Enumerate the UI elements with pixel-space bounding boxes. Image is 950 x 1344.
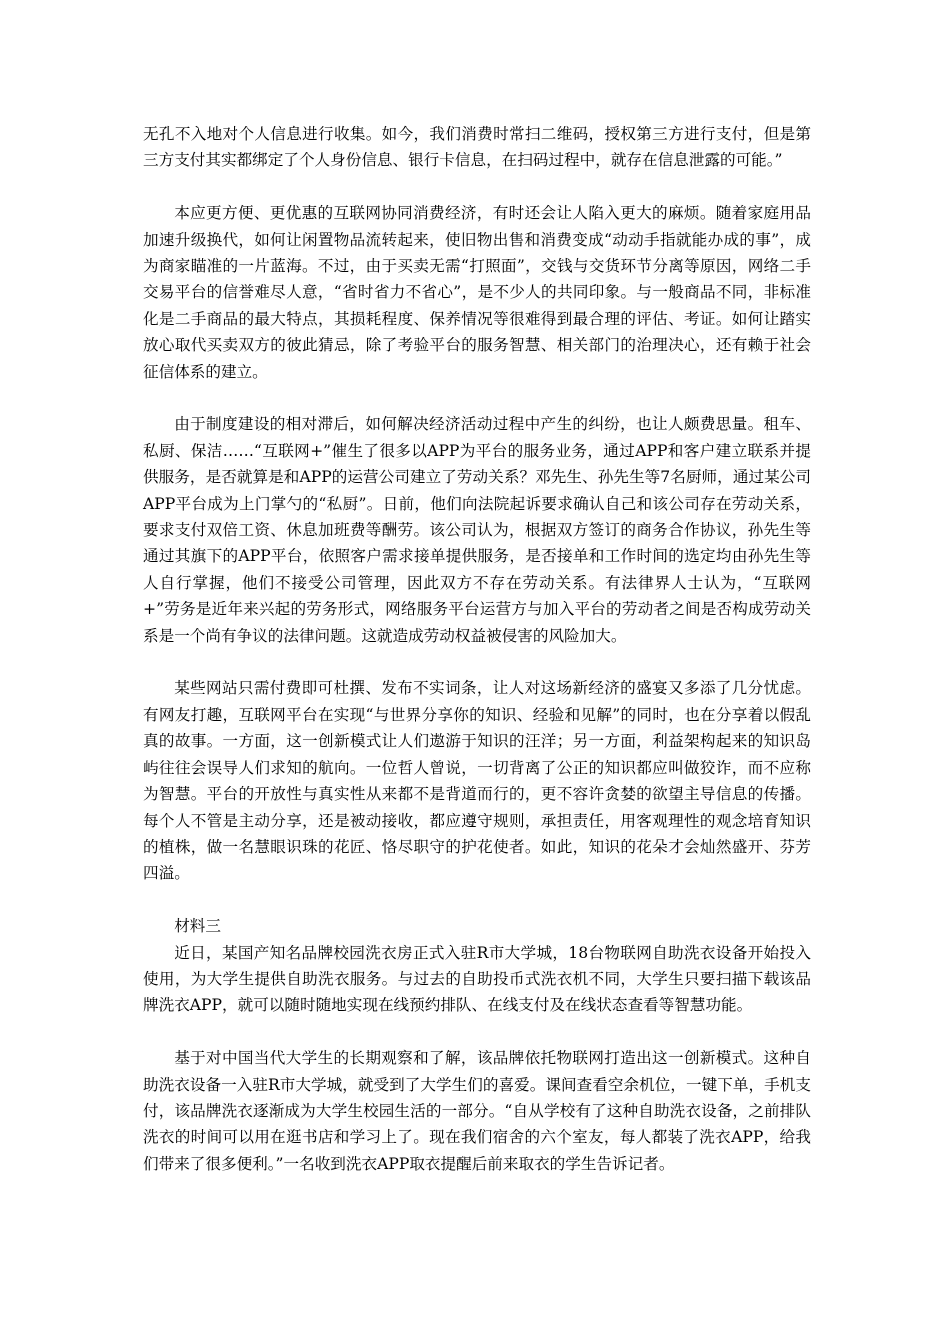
- paragraph-knowledge-sharing: 某些网站只需付费即可杜撰、发布不实词条，让人对这场新经济的盛宴又多添了几分忧虑。有网友打趣，互联网平台在实现“与世界分享你的知识、经验和见解”的同时，也在分享着以假乱真的故事。一方面，这一创新模式让人们遨游于知识的汪洋；另一方面，利益架构起来的知识岛屿往往会误导人们求知的航向。一位哲人曾说，一切背离了公正的知识都应叫做狡诈，而不应称为智慧。平台的开放性与真实性从来都不是背道而行的，更不容许贪婪的欲望主导信息的传播。每个人不管是主动分享，还是被动接收，都应遵守规则，承担责任，用客观理性的观念培育知识的植株，做一名慧眼识珠的花匠、恪尽职守的护花使者。如此，知识的花朵才会灿然盛开、芬芳四溢。: [143, 679, 811, 883]
- paragraph-laundry-intro: 近日，某国产知名品牌校园洗衣房正式入驻R市大学城，18台物联网自助洗衣设备开始投入使用，为大学生提供自助洗衣服务。与过去的自助投币式洗衣机不同，大学生只要扫描下载该品牌洗衣APP，就可以随时随地实现在线预约排队、在线支付及在线状态查看等智慧功能。: [143, 943, 811, 1015]
- paragraph-continuation: 无孔不入地对个人信息进行收集。如今，我们消费时常扫二维码，授权第三方进行支付，但是第三方支付其实都绑定了个人身份信息、银行卡信息，在扫码过程中，就存在信息泄露的可能。”: [143, 125, 811, 170]
- document-page: [143, 121, 811, 1204]
- paragraph-secondhand-trading: 本应更方便、更优惠的互联网协同消费经济，有时还会让人陷入更大的麻烦。随着家庭用品加速升级换代，如何让闲置物品流转起来，使旧物出售和消费变成“动动手指就能办成的事”，成为商家瞄准的一片蓝海。不过，由于买卖无需“打照面”，交钱与交货环节分离等原因，网络二手交易平台的信誉难尽人意，“省时省力不省心”，是不少人的共同印象。与一般商品不同，非标准化是二手商品的最大特点，其损耗程度、保养情况等很难得到最合理的评估、考证。如何让踏实放心取代买卖双方的彼此猜忌，除了考验平台的服务智慧、相关部门的治理决心，还有赖于社会征信体系的建立。: [143, 204, 811, 381]
- paragraph-laundry-popularity: 基于对中国当代大学生的长期观察和了解，该品牌依托物联网打造出这一创新模式。这种自助洗衣设备一入驻R市大学城，就受到了大学生们的喜爱。课间查看空余机位，一键下单，手机支付，该品牌洗衣逐渐成为大学生校园生活的一部分。“自从学校有了这种自助洗衣设备，之前排队洗衣的时间可以用在逛书店和学习上了。现在我们宿舍的六个室友，每人都装了洗衣APP，给我们带来了很多便利。”一名收到洗衣APP取衣提醒后前来取衣的学生告诉记者。: [143, 1049, 811, 1173]
- paragraph-labor-relations: 由于制度建设的相对滞后，如何解决经济活动过程中产生的纠纷，也让人颇费思量。租车、私厨、保洁……“互联网+”催生了很多以APP为平台的服务业务，通过APP和客户建立联系并提供服务，是否就算是和APP的运营公司建立了劳动关系？邓先生、孙先生等7名厨师，通过某公司APP平台成为上门掌勺的“私厨”。日前，他们向法院起诉要求确认自己和该公司存在劳动关系，要求支付双倍工资、休息加班费等酬劳。该公司认为，根据双方签订的商务合作协议，孙先生等通过其旗下的APP平台，依照客户需求接单提供服务，是否接单和工作时间的选定均由孙先生等人自行掌握，他们不接受公司管理，因此双方不存在劳动关系。有法律界人士认为，“互联网+”劳务是近年来兴起的劳务形式，网络服务平台运营方与加入平台的劳动者之间是否构成劳动关系是一个尚有争议的法律问题。这就造成劳动权益被侵害的风险加大。: [143, 415, 811, 645]
- section-heading: 材料三: [174, 917, 221, 936]
